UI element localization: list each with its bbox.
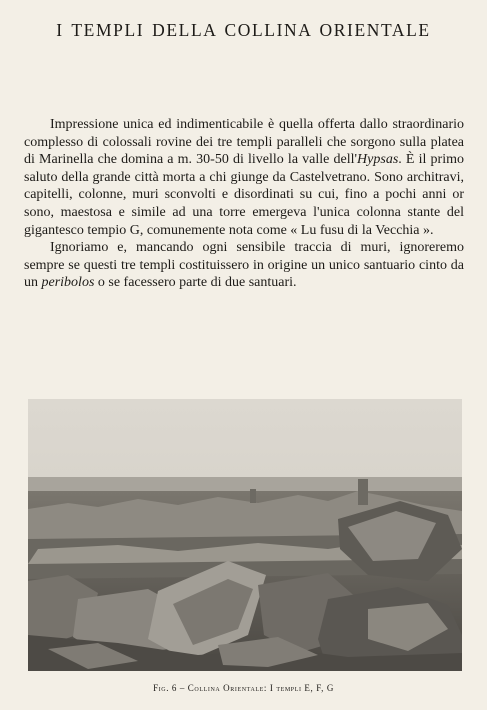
figure-caption-text: Fig. 6 – Collina Orientale: I templi E, F, G: [153, 683, 334, 693]
paragraph-2-text-a: Ignoriamo e, mancando ogni sensibile traccia di muri, ignoreremo sempre se questi tre templi costituissero in origine un unico santuario cinto da un: [24, 240, 464, 291]
paragraph-2-italic: peribolos: [41, 275, 95, 291]
paragraph-1-text-a: Impressione unica ed indimenticabile è quella offerta dallo straordinario complesso di colossali rovine dei tre templi paralleli che sorgono sulla platea di Marinella che domina a m. 30-50 di livello la valle dell': [24, 117, 464, 168]
figure-photo: [28, 399, 462, 671]
paragraph-2-text-b: o se facessero parte di due santuari.: [94, 275, 297, 291]
ruins-photo-illustration: [28, 399, 462, 671]
paragraph-1-text-b: . È il primo saluto della grande città morta a chi giunge da Castelvetrano. Sono architravi, capitelli, colonne, muri sconvolti e disordinati su cui, fino a pochi anni or sono, maestosa e simile ad una torre emergeva l'unica colonna stante del gigantesco tempio G, comunemente nota come « Lu fusu di la Vecchia ».: [24, 152, 464, 238]
page-header: [0, 20, 487, 41]
paragraph-1-italic: Hypsas: [357, 152, 399, 168]
body-text: [24, 116, 464, 292]
chapter-title: I TEMPLI DELLA COLLINA ORIENTALE: [56, 20, 431, 40]
figure-caption: [0, 683, 487, 693]
paragraph-2: [24, 239, 464, 292]
paragraph-1: [24, 116, 464, 239]
